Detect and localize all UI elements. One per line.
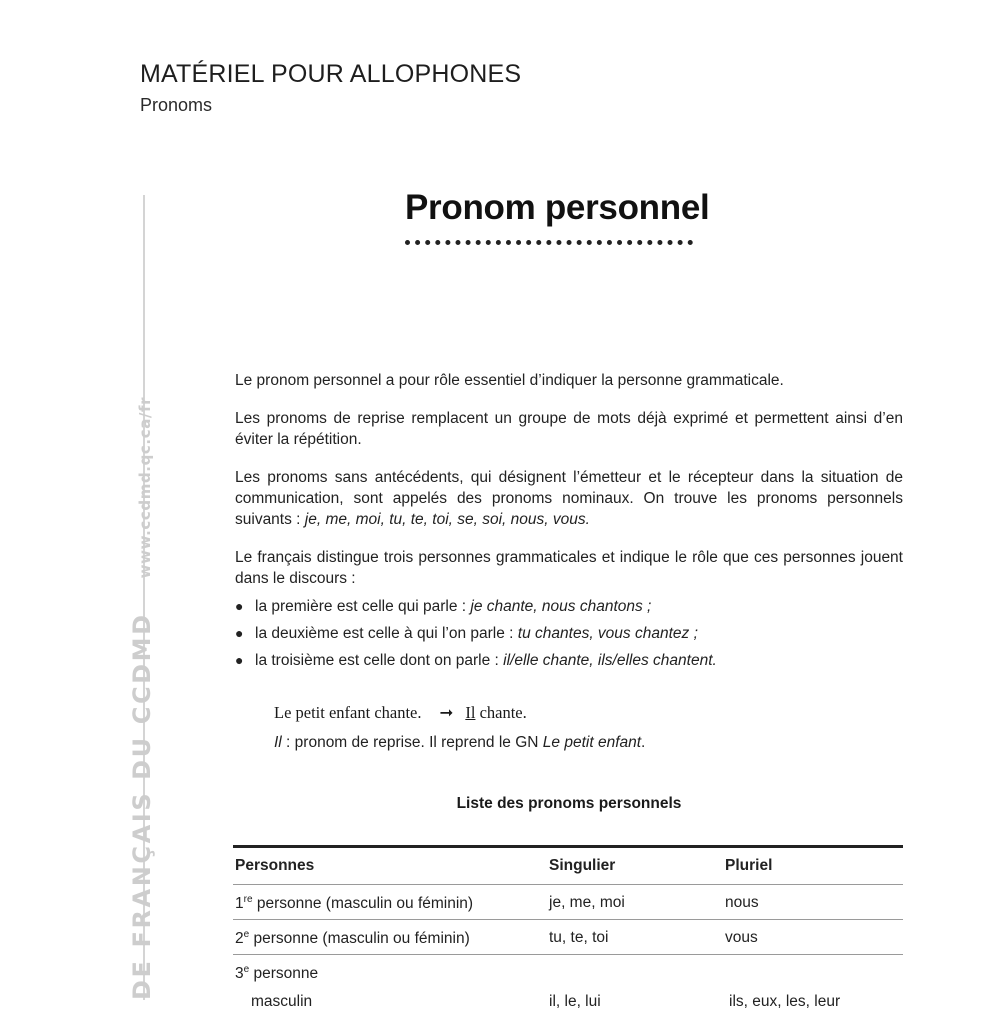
person-ordinal: e [243, 964, 250, 975]
page-title: Pronom personnel [405, 188, 710, 227]
main-content [235, 370, 903, 674]
title-dotted-underline [405, 240, 693, 245]
list-item-text: la troisième est celle dont on parle : [255, 652, 504, 669]
person-number: 1 [235, 895, 244, 912]
list-item-example: il/elle chante, ils/elles chantent. [503, 652, 717, 669]
example-note-gn: Le petit enfant [542, 734, 642, 751]
sidebar-url: www.ccdmd.qc.ca/fr [136, 396, 154, 579]
example-note-pronoun: Il [274, 734, 282, 751]
header-pluriel: Pluriel [725, 857, 773, 874]
sidebar-vertical-text [128, 397, 156, 1000]
pronoun-list: je, me, moi, tu, te, toi, se, soi, nous, vous. [304, 511, 590, 528]
list-item-example: je chante, nous chantons ; [470, 598, 652, 615]
header-singulier: Singulier [549, 857, 616, 874]
person-ordinal: e [243, 929, 250, 940]
person-number: 3 [235, 965, 244, 982]
row-singulier: je, me, moi [549, 894, 625, 911]
row-singulier: il, le, lui [549, 993, 601, 1010]
paragraph-3-text: Les pronoms sans antécédents, qui désignent l’émetteur et le récepteur dans la situation de communication, sont appelés des pronoms nominaux. On trouve les pronoms personnels suivants : [235, 469, 903, 528]
list-item [235, 620, 903, 647]
list-item-text: la deuxième est celle à qui l’on parle : [255, 625, 518, 642]
row-sub-label: masculin [251, 993, 313, 1010]
header-personnes: Personnes [235, 857, 315, 874]
row-pluriel: ils, eux, les, leur [729, 993, 841, 1010]
row-person [235, 894, 473, 913]
bullet-icon: ● [235, 625, 244, 641]
example-pronoun: Il [465, 703, 476, 722]
example-sentence [274, 703, 527, 723]
row-person [235, 964, 318, 983]
row-pluriel: nous [725, 894, 759, 911]
example-note-text: : pronom de reprise. Il reprend le GN [281, 734, 543, 751]
persons-list [235, 593, 903, 674]
row-pluriel: vous [725, 929, 758, 946]
row-person [235, 929, 470, 948]
sidebar-publisher: DE FRANÇAIS DU CCDMD [128, 612, 156, 1000]
person-label: personne (masculin ou féminin) [252, 895, 474, 912]
arrow-right-icon: ➞ [439, 703, 454, 722]
list-item-text: la première est celle qui parle : [255, 598, 471, 615]
list-item-example: tu chantes, vous chantez ; [517, 625, 698, 642]
header-title: MATÉRIEL POUR ALLOPHONES [140, 60, 522, 88]
table-row [233, 955, 903, 1015]
bullet-icon: ● [235, 598, 244, 614]
list-item [235, 593, 903, 620]
paragraph-2: Les pronoms de reprise remplacent un groupe de mots déjà exprimé et permettent ainsi d’en éviter la répétition. [235, 410, 903, 448]
table-row [233, 885, 903, 920]
person-label: personne [249, 965, 319, 982]
pronouns-table [233, 845, 903, 1015]
table-header-row [233, 848, 903, 885]
example-note [274, 734, 645, 752]
table-caption: Liste des pronoms personnels [456, 795, 682, 812]
bullet-icon: ● [235, 652, 244, 668]
table-row [233, 920, 903, 955]
header-subtitle: Pronoms [140, 95, 213, 115]
person-label: personne (masculin ou féminin) [249, 930, 470, 947]
list-item [235, 647, 903, 674]
person-ordinal: re [243, 894, 253, 905]
row-singulier: tu, te, toi [549, 929, 609, 946]
paragraph-4: Le français distingue trois personnes grammaticales et indique le rôle que ces personnes jouent dans le discours : [235, 549, 903, 587]
example-result: chante. [475, 703, 527, 722]
example-note-end: . [641, 734, 646, 751]
example-source: Le petit enfant chante. [274, 703, 422, 722]
paragraph-1: Le pronom personnel a pour rôle essentiel d’indiquer la personne grammaticale. [235, 372, 784, 389]
person-number: 2 [235, 930, 244, 947]
paragraph-3 [235, 467, 903, 530]
